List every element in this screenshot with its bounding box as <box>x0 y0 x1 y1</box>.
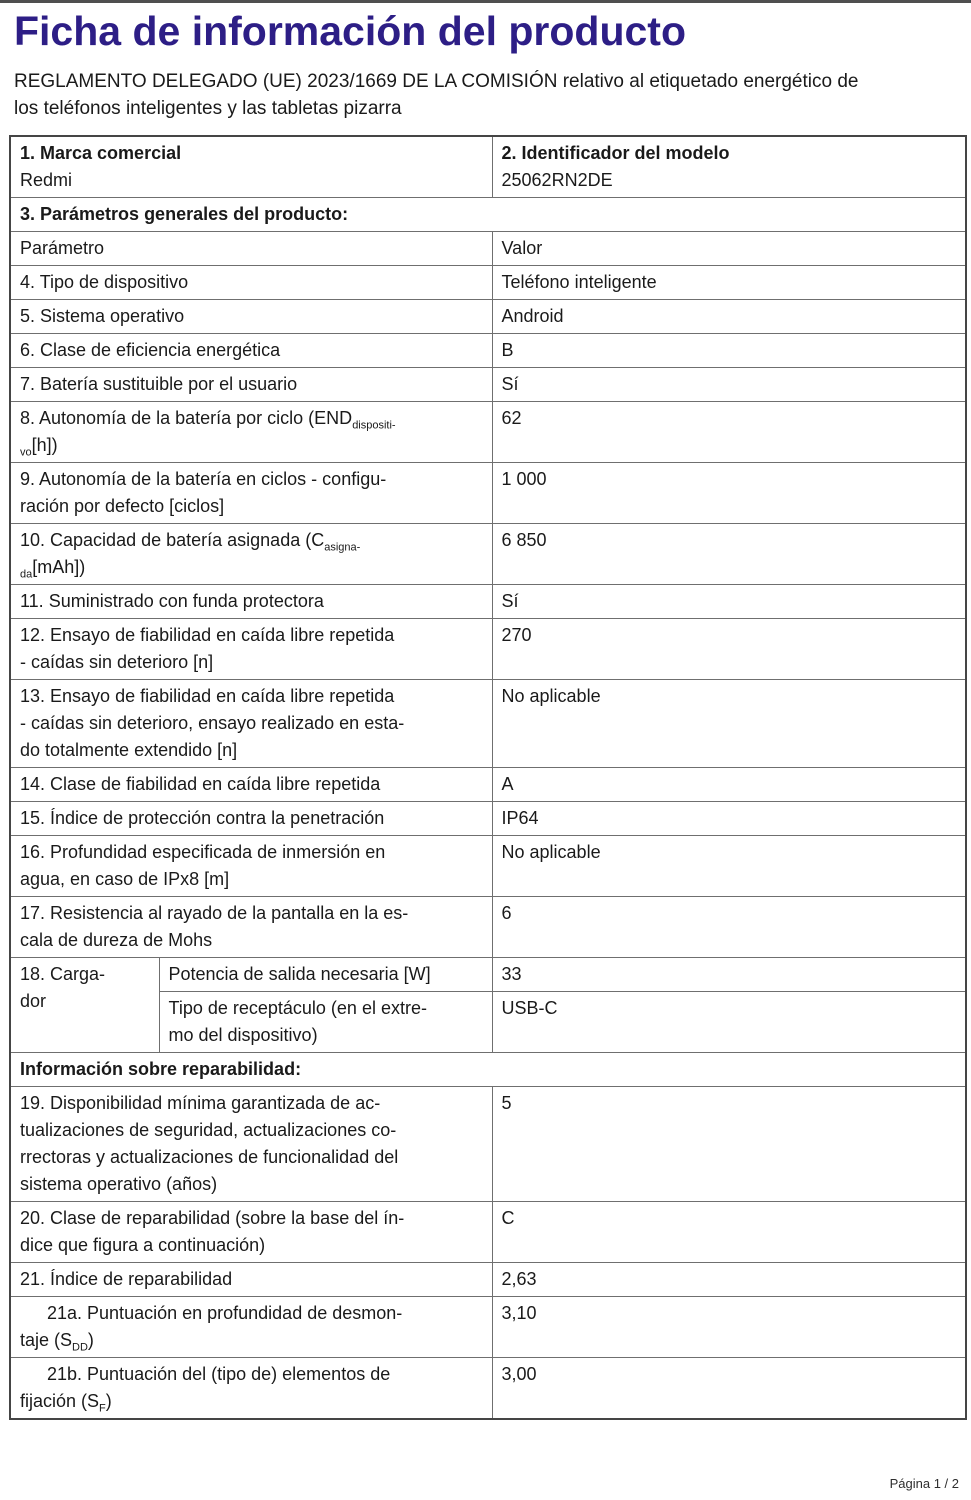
charger-label-cell: 18. Carga- dor <box>10 958 159 1053</box>
value-cell: IP64 <box>492 802 966 836</box>
table-row <box>10 897 966 958</box>
value-cell: Android <box>492 300 966 334</box>
table-row <box>10 1358 966 1420</box>
charger-sub-param-cell: Potencia de salida necesaria [W] <box>159 958 492 992</box>
subtitle-line: los teléfonos inteligentes y las tabletas pizarra <box>14 98 402 120</box>
param-cell: 21b. Puntuación del (tipo de) elementos de fijación $(S_F)$ <box>10 1358 492 1420</box>
value-cell: 2,63 <box>492 1263 966 1297</box>
table-row <box>10 198 966 232</box>
value-cell: 62 <box>492 402 966 463</box>
table-row <box>10 402 966 463</box>
value-cell: No aplicable <box>492 680 966 768</box>
value-cell: A <box>492 768 966 802</box>
table-row <box>10 958 966 992</box>
table-row <box>10 1263 966 1297</box>
table-row <box>10 136 966 198</box>
value-cell: 6 <box>492 897 966 958</box>
table-row <box>10 619 966 680</box>
table-row <box>10 1297 966 1358</box>
value-cell: B <box>492 334 966 368</box>
param-cell: 14. Clase de fiabilidad en caída libre repetida <box>10 768 492 802</box>
product-fiche-table <box>9 135 967 1420</box>
param-cell: 9. Autonomía de la batería en ciclos - configu- ración por defecto [ciclos] <box>10 463 492 524</box>
table-body <box>10 136 966 1419</box>
param-cell: Parámetro <box>10 232 492 266</box>
value-cell: 1 000 <box>492 463 966 524</box>
param-cell: 4. Tipo de dispositivo <box>10 266 492 300</box>
param-cell: 20. Clase de reparabilidad (sobre la base del ín- dice que figura a continuación) <box>10 1202 492 1263</box>
table-row <box>10 1202 966 1263</box>
param-cell: 17. Resistencia al rayado de la pantalla en la es- cala de dureza de Mohs <box>10 897 492 958</box>
table-row <box>10 1087 966 1202</box>
value-cell: No aplicable <box>492 836 966 897</box>
page-title: Ficha de información del producto <box>14 8 686 54</box>
charger-sub-param-cell: Tipo de receptáculo (en el extre- mo del dispositivo) <box>159 992 492 1053</box>
value-cell: Valor <box>492 232 966 266</box>
value-cell: USB-C <box>492 992 966 1053</box>
param-cell: 6. Clase de eficiencia energética <box>10 334 492 368</box>
value-cell: Sí <box>492 585 966 619</box>
value-cell: C <box>492 1202 966 1263</box>
param-cell: 5. Sistema operativo <box>10 300 492 334</box>
value-cell: 5 <box>492 1087 966 1202</box>
page-number: Página 1 / 2 <box>889 1476 959 1491</box>
top-border <box>0 0 971 3</box>
table-row <box>10 334 966 368</box>
param-cell: 1. Marca comercial Redmi <box>10 136 492 198</box>
table-row <box>10 768 966 802</box>
value-cell: 2. Identificador del modelo 25062RN2DE <box>492 136 966 198</box>
document-page <box>0 9 971 1420</box>
param-cell: 12. Ensayo de fiabilidad en caída libre repetida - caídas sin deterioro [n] <box>10 619 492 680</box>
param-cell: 10. Capacidad de batería asignada ($C_{asigna-}$ $_{da}$[mAh]) <box>10 524 492 585</box>
param-cell: 21a. Puntuación en profundidad de desmon- taje $(S_{DD})$ <box>10 1297 492 1358</box>
subtitle-line: REGLAMENTO DELEGADO (UE) 2023/1669 DE LA COMISIÓN relativo al etiquetado energético de <box>14 70 859 92</box>
value-cell: Sí <box>492 368 966 402</box>
table-row <box>10 266 966 300</box>
param-cell: 11. Suministrado con funda protectora <box>10 585 492 619</box>
table-row <box>10 585 966 619</box>
table-row <box>10 1053 966 1087</box>
table-row <box>10 300 966 334</box>
table-row <box>10 680 966 768</box>
value-cell: 270 <box>492 619 966 680</box>
param-cell: 8. Autonomía de la batería por ciclo ($END_{dispositi-}$ $_{vo}$[h]) <box>10 402 492 463</box>
value-cell: 3,00 <box>492 1358 966 1420</box>
value-cell: 3,10 <box>492 1297 966 1358</box>
param-cell: 15. Índice de protección contra la penetración <box>10 802 492 836</box>
table-row <box>10 232 966 266</box>
table-row <box>10 463 966 524</box>
param-cell: 16. Profundidad especificada de inmersión en agua, en caso de IPx8 [m] <box>10 836 492 897</box>
section-header-cell: 3. Parámetros generales del producto: <box>10 198 966 232</box>
table-row <box>10 802 966 836</box>
param-cell: 19. Disponibilidad mínima garantizada de ac- tualizaciones de seguridad, actualizaciones co- rrectoras y actualizaciones de funcionalidad del sistema operativo (años) <box>10 1087 492 1202</box>
value-cell: 6 850 <box>492 524 966 585</box>
value-cell: 33 <box>492 958 966 992</box>
value-cell: Teléfono inteligente <box>492 266 966 300</box>
section-header-cell: Información sobre reparabilidad: <box>10 1053 966 1087</box>
param-cell: 13. Ensayo de fiabilidad en caída libre repetida - caídas sin deterioro, ensayo realizado en esta- do totalmente extendido [n] <box>10 680 492 768</box>
table-row <box>10 836 966 897</box>
table-row <box>10 524 966 585</box>
table-row <box>10 368 966 402</box>
regulation-subtitle <box>14 68 965 122</box>
param-cell: 7. Batería sustituible por el usuario <box>10 368 492 402</box>
param-cell: 21. Índice de reparabilidad <box>10 1263 492 1297</box>
